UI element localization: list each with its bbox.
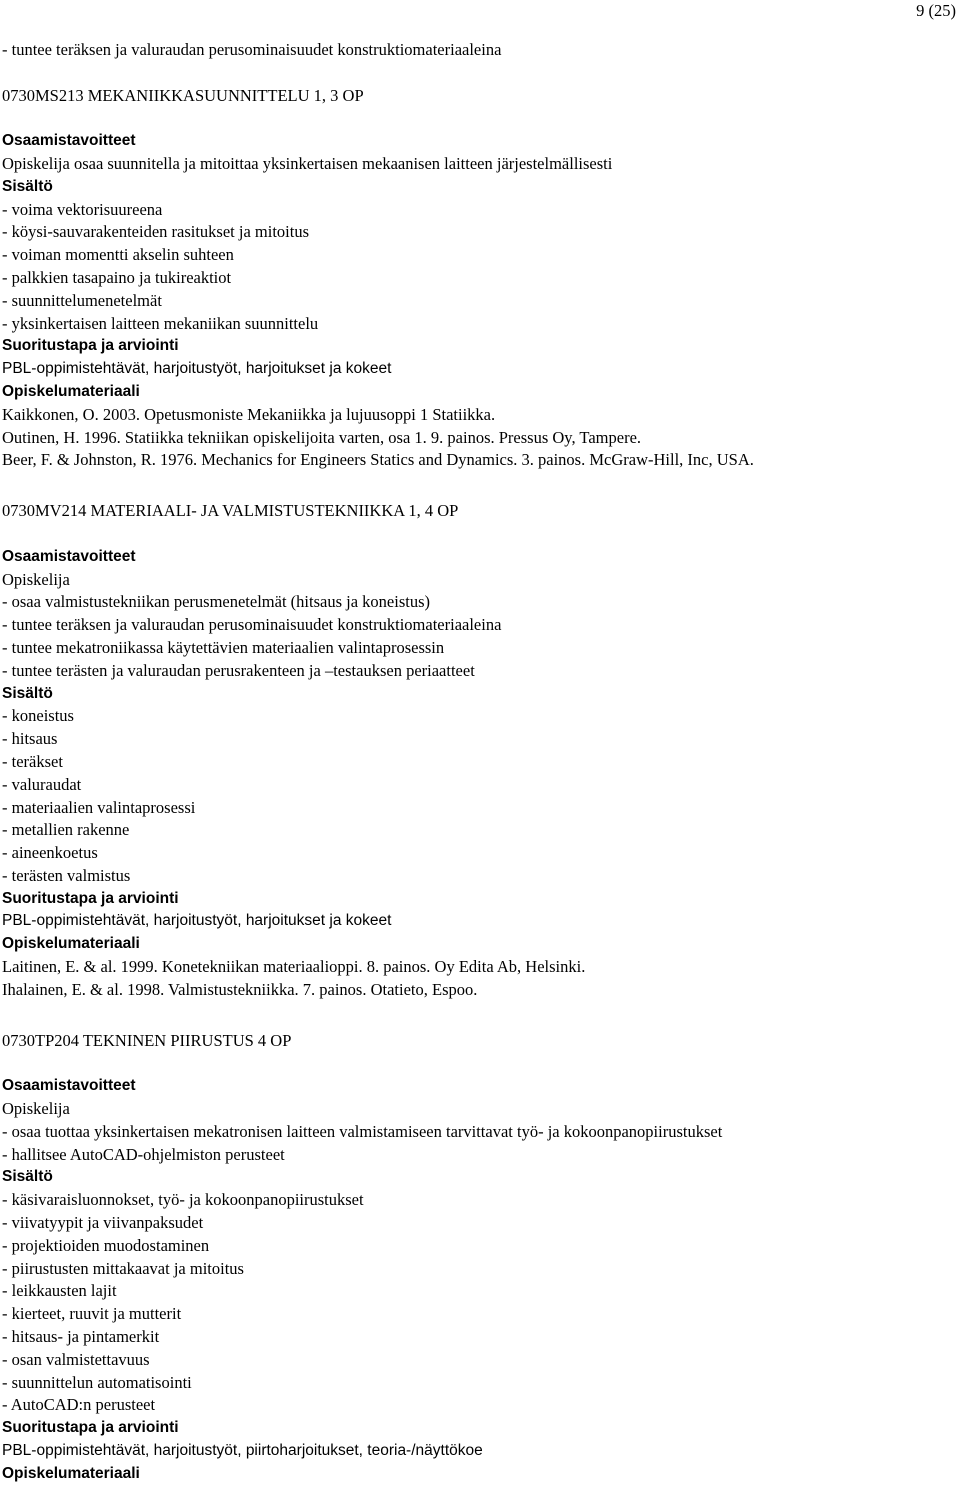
objective-item: - tuntee teräksen ja valuraudan perusominaisuudet konstruktiomateriaaleina	[2, 615, 502, 635]
content-item: - köysi-sauvarakenteiden rasitukset ja mitoitus	[2, 222, 310, 242]
content-item: - kierteet, ruuvit ja mutterit	[2, 1304, 182, 1324]
material-item: Laitinen, E. & al. 1999. Konetekniikan materiaalioppi. 8. painos. Oy Edita Ab, Helsinki.	[2, 957, 586, 977]
materials-heading: Opiskelumateriaali	[2, 935, 140, 953]
content-item: - suunnittelun automatisointi	[2, 1372, 192, 1392]
material-item: Kaikkonen, O. 2003. Opetusmoniste Mekaniikka ja lujuusoppi 1 Statiikka.	[2, 404, 496, 424]
objective-item: - osaa tuottaa yksinkertaisen mekatronisen laitteen valmistamiseen tarvittavat työ- ja kokoonpanopiirustukset	[2, 1121, 723, 1141]
content-heading: Sisältö	[2, 684, 53, 702]
course-title: 0730TP204 TEKNINEN PIIRUSTUS 4 OP	[2, 1030, 292, 1050]
objectives-heading: Osaamistavoitteet	[2, 547, 136, 565]
assessment-text: PBL-oppimistehtävät, harjoitustyöt, piirtoharjoitukset, teoria-/näyttökoe	[2, 1442, 483, 1460]
document-body	[2, 39, 952, 1486]
course-title: 0730MS213 MEKANIIKKASUUNNITTELU 1, 3 OP	[2, 85, 364, 105]
content-item: - leikkausten lajit	[2, 1281, 117, 1301]
objectives-heading: Osaamistavoitteet	[2, 132, 136, 150]
objectives-text: Opiskelija osaa suunnitella ja mitoittaa yksinkertaisen mekaanisen laitteen järjestelmällisesti	[2, 153, 613, 173]
material-item: Beer, F. & Johnston, R. 1976. Mechanics for Engineers Statics and Dynamics. 3. painos. McGraw-Hill, Inc, USA.	[2, 450, 754, 470]
content-item: - valuraudat	[2, 774, 82, 794]
content-item: - projektioiden muodostaminen	[2, 1235, 210, 1255]
content-item: - suunnittelumenetelmät	[2, 290, 162, 310]
content-item: - hitsaus- ja pintamerkit	[2, 1327, 160, 1347]
assessment-text: PBL-oppimistehtävät, harjoitustyöt, harjoitukset ja kokeet	[2, 912, 392, 930]
intro-line: - tuntee teräksen ja valuraudan perusominaisuudet konstruktiomateriaaleina	[2, 40, 502, 59]
content-heading: Sisältö	[2, 177, 53, 195]
materials-heading: Opiskelumateriaali	[2, 382, 140, 400]
assessment-text: PBL-oppimistehtävät, harjoitustyöt, harjoitukset ja kokeet	[2, 360, 392, 378]
content-heading: Sisältö	[2, 1168, 53, 1186]
objective-item: - osaa valmistustekniikan perusmenetelmät (hitsaus ja koneistus)	[2, 592, 430, 612]
content-item: - teräkset	[2, 751, 63, 771]
content-item: - yksinkertaisen laitteen mekaniikan suunnittelu	[2, 313, 319, 333]
objectives-heading: Osaamistavoitteet	[2, 1077, 136, 1095]
content-item: - osan valmistettavuus	[2, 1349, 150, 1369]
materials-heading: Opiskelumateriaali	[2, 1464, 140, 1482]
content-item: - AutoCAD:n perusteet	[2, 1395, 156, 1415]
page-number: 9 (25)	[916, 1, 956, 20]
content-item: - aineenkoetus	[2, 843, 98, 863]
objectives-intro: Opiskelija	[2, 1099, 70, 1119]
content-item: - materiaalien valintaprosessi	[2, 797, 196, 817]
objectives-intro: Opiskelija	[2, 569, 70, 589]
course-section-tp204	[2, 1030, 952, 1486]
assessment-heading: Suoritustapa ja arviointi	[2, 889, 179, 907]
content-item: - hitsaus	[2, 729, 58, 749]
assessment-heading: Suoritustapa ja arviointi	[2, 337, 179, 355]
content-item: - piirustusten mittakaavat ja mitoitus	[2, 1258, 244, 1278]
content-item: - voiman momentti akselin suhteen	[2, 245, 234, 265]
content-item: - terästen valmistus	[2, 865, 131, 885]
content-item: - metallien rakenne	[2, 820, 130, 840]
content-item: - palkkien tasapaino ja tukireaktiot	[2, 267, 232, 287]
content-item: - koneistus	[2, 706, 74, 726]
objective-item: - tuntee terästen ja valuraudan perusrakenteen ja –testauksen periaatteet	[2, 660, 475, 680]
course-section-mv214	[2, 500, 952, 1002]
course-section-ms213	[2, 85, 952, 473]
assessment-heading: Suoritustapa ja arviointi	[2, 1419, 179, 1437]
objective-item: - tuntee mekatroniikassa käytettävien materiaalien valintaprosessin	[2, 637, 445, 657]
material-item: Outinen, H. 1996. Statiikka tekniikan opiskelijoita varten, osa 1. 9. painos. Pressus Oy, Tampere.	[2, 427, 642, 447]
content-item: - voima vektorisuureena	[2, 199, 163, 219]
material-item: Ihalainen, E. & al. 1998. Valmistustekniikka. 7. painos. Otatieto, Espoo.	[2, 979, 478, 999]
course-title: 0730MV214 MATERIAALI- JA VALMISTUSTEKNIIKKA 1, 4 OP	[2, 501, 459, 521]
content-item: - käsivaraisluonnokset, työ- ja kokoonpanopiirustukset	[2, 1190, 364, 1210]
content-item: - viivatyypit ja viivanpaksudet	[2, 1213, 204, 1233]
objective-item: - hallitsee AutoCAD-ohjelmiston perusteet	[2, 1144, 285, 1164]
